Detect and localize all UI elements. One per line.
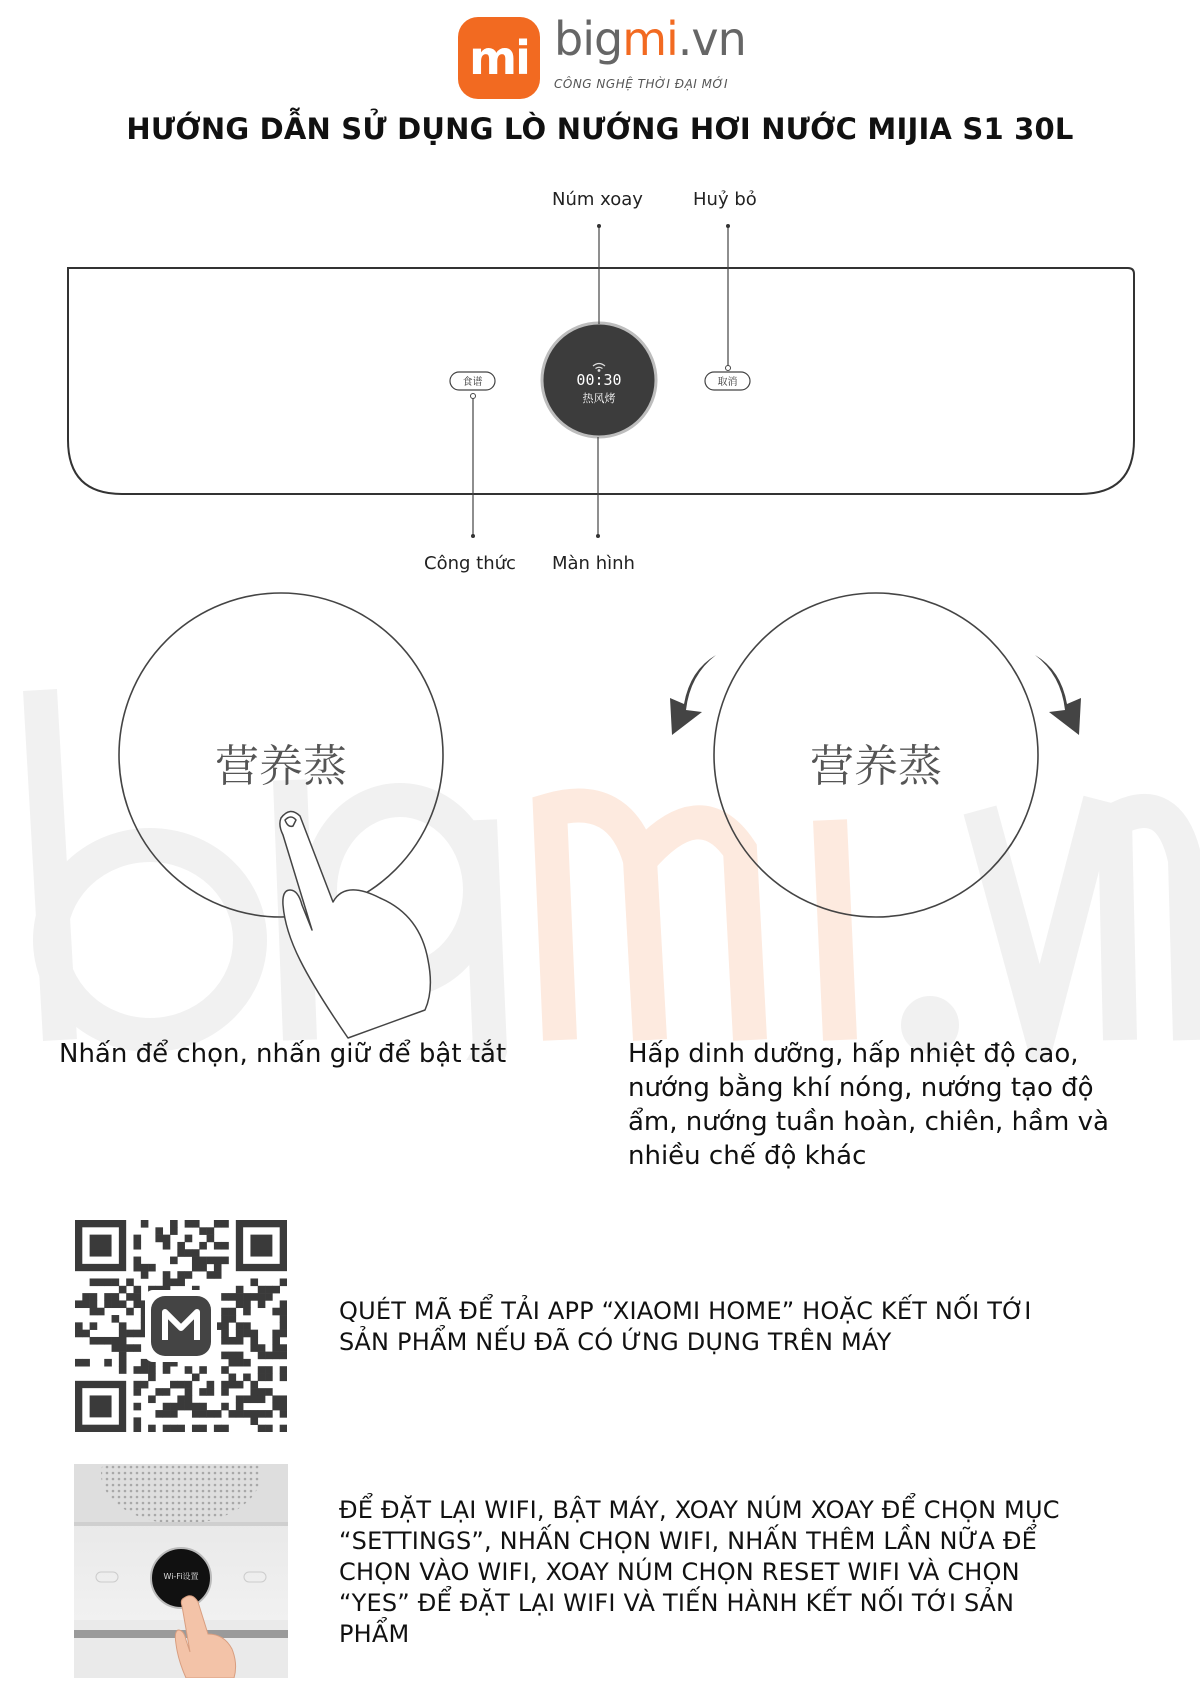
page-title: HƯỚNG DẪN SỬ DỤNG LÒ NƯỚNG HƠI NƯỚC MIJIA S1 30L [126, 112, 1074, 146]
rotate-description-line: nhiều chế độ khác [628, 1141, 867, 1171]
rotate-description-line: ẩm, nướng tuần hoàn, chiên, hầm và [628, 1107, 1109, 1137]
dial-mode: 热风烤 [582, 392, 616, 405]
rotate-description-line: Hấp dinh dưỡng, hấp nhiệt độ cao, [628, 1039, 1079, 1069]
cancel-button[interactable]: 取消 [717, 377, 738, 388]
brand-mi: mi [622, 12, 678, 66]
wifi-instruction-line: PHẨM [339, 1620, 410, 1648]
wifi-instruction-line: ĐỂ ĐẶT LẠI WIFI, BẬT MÁY, XOAY NÚM XOAY ĐỂ CHỌN MỤC [339, 1496, 1060, 1524]
rotate-right-arrow [1035, 655, 1081, 735]
recipe-label: Công thức [424, 553, 516, 574]
wifi-instruction-line: CHỌN VÀO WIFI, XOAY NÚM CHỌN RESET WIFI VÀ CHỌN [339, 1558, 1020, 1586]
rotate-description-line: nướng bằng khí nóng, nướng tạo độ [628, 1073, 1094, 1103]
press-dial-text: 营养蒸 [215, 741, 347, 792]
recipe-button[interactable]: 食谱 [462, 377, 483, 388]
wifi-instruction-line: “YES” ĐỂ ĐẶT LẠI WIFI VÀ TIẾN HÀNH KẾT NỐI TỚI SẢN [339, 1589, 1015, 1617]
qr-instruction-line: QUÉT MÃ ĐỂ TẢI APP “XIAOMI HOME” HOẶC KẾT NỐI TỚI [339, 1297, 1032, 1325]
knob-label: Núm xoay [552, 189, 643, 210]
photo-dial-text: Wi-Fi设置 [163, 1572, 199, 1581]
dial-time: 00:30 [576, 371, 622, 389]
brand-tagline: CÔNG NGHỆ THỜI ĐẠI MỚI [554, 77, 728, 91]
dial-illustrations [0, 580, 1200, 1040]
rotate-description [628, 1037, 1188, 1173]
brand-logo-mark: mi [469, 31, 529, 85]
cancel-label: Huỷ bỏ [693, 189, 757, 210]
press-description: Nhấn để chọn, nhấn giữ để bật tắt [59, 1039, 507, 1069]
qr-instructions [339, 1296, 1179, 1358]
wifi-instruction-line: “SETTINGS”, NHẤN CHỌN WIFI, NHẤN THÊM LẦN NỮA ĐỂ [339, 1527, 1038, 1555]
qr-instruction-line: SẢN PHẨM NẾU ĐÃ CÓ ỨNG DỤNG TRÊN MÁY [339, 1328, 892, 1356]
wifi-instructions [339, 1495, 1189, 1650]
qr-code[interactable] [75, 1220, 287, 1432]
brand-name [554, 12, 746, 66]
screen-label: Màn hình [552, 553, 635, 574]
brand-suffix: .vn [677, 12, 746, 66]
finger-press-icon [280, 811, 431, 1038]
rotate-left-arrow [670, 655, 716, 735]
rotate-dial-text: 营养蒸 [810, 741, 942, 792]
brand-prefix: big [554, 12, 623, 66]
